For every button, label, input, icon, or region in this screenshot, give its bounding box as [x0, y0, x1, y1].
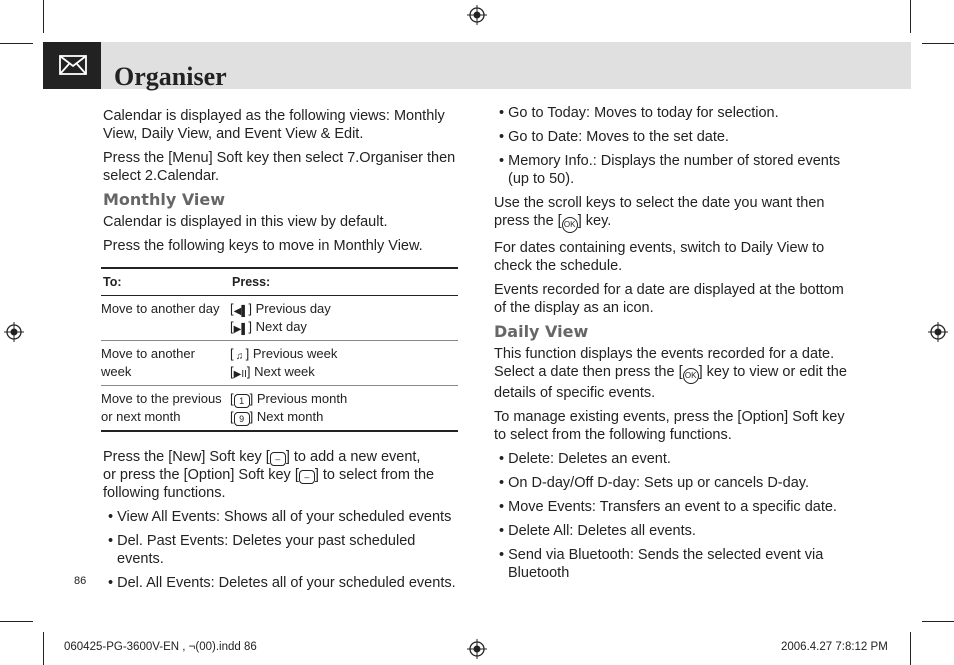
envelope-icon — [59, 55, 87, 75]
paragraph: Events recorded for a date are displayed at the bottom of the display as an icon. — [494, 282, 844, 316]
table-row — [101, 386, 458, 432]
crop-mark — [910, 0, 911, 33]
registration-mark-icon — [928, 322, 948, 342]
table-cell-press: [ 1 ] Previous month [ 9 ] Next month — [230, 386, 458, 432]
crop-mark — [910, 632, 911, 665]
left-key-icon: ◀▌ — [233, 306, 249, 317]
crop-mark — [0, 621, 33, 622]
table-row — [101, 341, 458, 386]
right-column — [494, 104, 852, 588]
page-title: Organiser — [114, 62, 227, 91]
softkey-icon: – — [270, 452, 286, 466]
list-item: • Move Events: Transfers an event to a specific date. — [494, 498, 852, 516]
page-number: 86 — [74, 575, 87, 587]
intro-paragraph: Press the [Menu] Soft key then select 7.Organiser then select 2.Calendar. — [103, 150, 456, 184]
right-key-icon: ▶▌ — [233, 324, 249, 335]
daily-view-heading: Daily View — [494, 322, 589, 341]
play-pause-key-icon: ▶II — [233, 369, 247, 380]
list-item: • Send via Bluetooth: Sends the selected event via Bluetooth — [494, 546, 852, 582]
key-1-icon: 1 — [234, 394, 250, 408]
daily-paragraph: To manage existing events, press the [Option] Soft key to select from the following functions. — [494, 409, 845, 443]
table-cell-to: Move to another week — [101, 341, 230, 386]
table-cell-press: [ ♫ ] Previous week [▶II] Next week — [230, 341, 458, 386]
daily-paragraph: This function displays the events recorded for a date. Select a date then press the [ OK ] key to view or edit the details of specific events. — [494, 346, 847, 401]
list-item: • Delete: Deletes an event. — [494, 450, 852, 468]
ok-key-icon: OK — [562, 217, 578, 233]
list-item: • Delete All: Deletes all events. — [494, 522, 852, 540]
table-row — [101, 296, 458, 341]
crop-mark — [0, 43, 33, 44]
table-header-to: To: — [101, 268, 230, 296]
footer-timestamp: 2006.4.27 7:8:12 PM — [781, 641, 888, 653]
footer-file-info: 060425-PG-3600V-EN , ¬(00).indd 86 — [64, 641, 257, 653]
intro-paragraph: Calendar is displayed as the following views: Monthly View, Daily View, and Event View & Edit. — [103, 108, 445, 142]
registration-mark-icon — [467, 639, 487, 659]
table-header-press: Press: — [230, 268, 458, 296]
paragraph: For dates containing events, switch to Daily View to check the schedule. — [494, 240, 825, 274]
music-key-icon: ♫ — [235, 351, 244, 362]
crop-mark — [922, 621, 954, 622]
crop-mark — [922, 43, 954, 44]
softkey-icon: – — [299, 470, 315, 484]
list-item: • Memory Info.: Displays the number of stored events (up to 50). — [494, 152, 852, 188]
list-item: • Go to Today: Moves to today for selection. — [494, 104, 852, 122]
list-item: • Del. All Events: Deletes all of your scheduled events. — [103, 574, 458, 592]
registration-mark-icon — [467, 5, 487, 25]
left-column — [103, 107, 458, 598]
key-9-icon: 9 — [234, 412, 250, 426]
registration-mark-icon — [4, 322, 24, 342]
monthly-paragraph: Calendar is displayed in this view by default. — [103, 214, 388, 230]
monthly-view-heading: Monthly View — [103, 190, 226, 209]
crop-mark — [43, 632, 44, 665]
key-table — [101, 267, 458, 432]
scroll-paragraph: Use the scroll keys to select the date you want then press the [ OK ] key. — [494, 194, 852, 233]
crop-mark — [43, 0, 44, 33]
table-cell-press: [◀▌] Previous day [▶▌] Next day — [230, 296, 458, 341]
table-cell-to: Move to another day — [101, 296, 230, 341]
header-icon-box — [43, 42, 101, 89]
list-item: • View All Events: Shows all of your scheduled events — [103, 508, 458, 526]
table-cell-to: Move to the previous or next month — [101, 386, 230, 432]
softkey-paragraph: Press the [New] Soft key [ – ] to add a new event, or press the [Option] Soft key [ – ] to select from the following functions. — [103, 449, 435, 501]
monthly-paragraph: Press the following keys to move in Monthly View. — [103, 238, 423, 254]
list-item: • Del. Past Events: Deletes your past scheduled events. — [103, 532, 458, 568]
ok-key-icon: OK — [683, 368, 699, 384]
list-item: • Go to Date: Moves to the set date. — [494, 128, 852, 146]
list-item: • On D-day/Off D-day: Sets up or cancels D-day. — [494, 474, 852, 492]
